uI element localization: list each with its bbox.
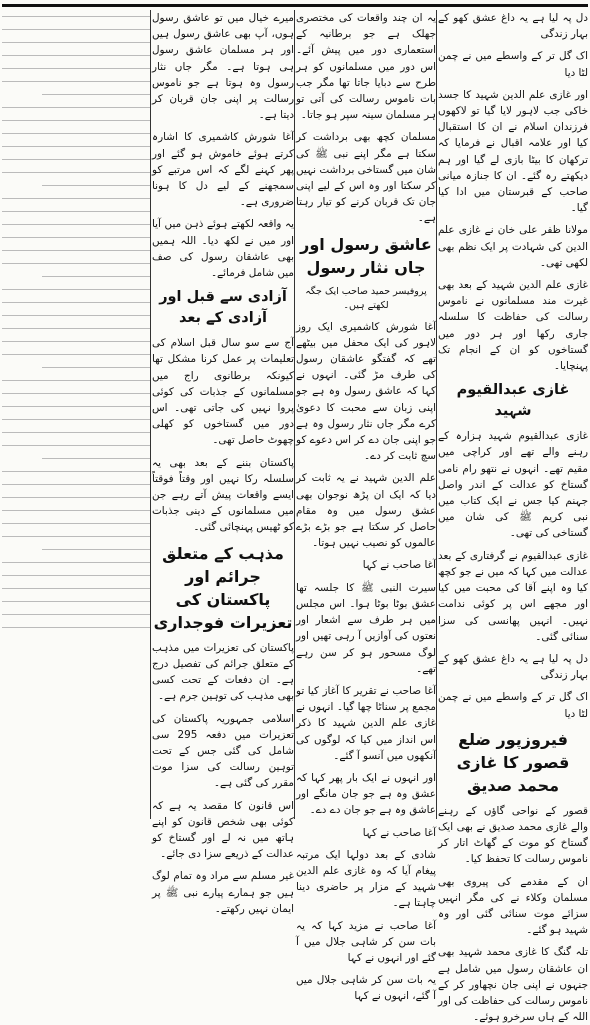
- poem-line: اک گل تر کے واسطے میں نے چمن لٹا دیا: [438, 691, 588, 720]
- text-line-placeholder: [2, 140, 150, 147]
- column-4: [2, 10, 150, 818]
- column-2: [296, 10, 436, 1003]
- text-line-placeholder: [2, 23, 150, 30]
- article-paragraph: آغا صاحب نے کہا: [362, 826, 436, 839]
- article-paragraph: آغا صاحب نے تقریر کا آغاز کیا تو مجمع پر سناٹا چھا گیا۔ انہوں نے غازی علم الدین شہید کا ذکر اس انداز میں کیا کہ لوگوں کی آنکھوں میں آنسو آ گئے۔: [296, 684, 436, 762]
- text-line-placeholder: [2, 608, 150, 615]
- section-heading: فیروزپور ضلع قصور کا غازی محمد صدیق: [456, 729, 570, 795]
- article-paragraph: آغا شورش کاشمیری کا اشارہ کرتے ہوئے خاموش ہو گئے اور پھر کہنے لگے کہ اس مرتبے کو سمجھنے کے لیے دل کا ہونا ضروری ہے۔: [152, 131, 294, 209]
- text-line-placeholder: [2, 114, 150, 121]
- text-line-placeholder: [42, 179, 150, 186]
- text-line-placeholder: [2, 439, 150, 446]
- text-line-placeholder: [2, 101, 150, 108]
- poem-line: دل پہ لیا ہے یہ داغ عشق کھو کے بہار زندگی: [438, 12, 588, 41]
- column-divider: [150, 10, 151, 819]
- article-paragraph: آغا صاحب نے مزید کہا کہ یہ بات سن کر شاہی جلال میں آ گئے اور انہوں نے کہا: [296, 919, 436, 964]
- text-line-placeholder: [2, 127, 150, 134]
- article-paragraph: اور غازی علم الدین شہید کا جسد خاکی جب لاہور لایا گیا تو لاکھوں فرزندان اسلام نے ان کا استقبال کیا اور علامہ اقبال نے فرمایا کہ ترکھان کا بیٹا بازی لے گیا اور ہم دیکھتے رہ گئے۔ ان کا جنازہ میانی صاحب کے قبرستان میں ادا کیا گیا۔: [438, 88, 588, 215]
- text-line-placeholder: [2, 244, 150, 251]
- text-line-placeholder: [2, 387, 150, 394]
- article-paragraph: غازی عبدالقیوم شہید ہزارہ کے رہنے والے تھے اور کراچی میں مقیم تھے۔ انہوں نے نتھو رام نامی گستاخ کو عدالت کے اندر واصل جہنم کیا جس نے ایک کتاب میں نبی کریم ﷺ کی شان میں گستاخی کی تھی۔: [438, 430, 588, 540]
- article-paragraph: مولانا ظفر علی خان نے غازی علم الدین کی شہادت پر ایک نظم بھی لکھی تھی۔: [438, 224, 588, 269]
- column-1: [438, 10, 588, 1024]
- text-line-placeholder: [2, 75, 150, 82]
- article-paragraph: علم الدین شہید نے یہ ثابت کر دیا کہ ایک ان پڑھ نوجوان بھی عشق رسول میں وہ مقام حاصل کر سکتا ہے جو بڑے بڑے عالموں کو نصیب نہیں ہوتا۔: [296, 472, 436, 550]
- article-paragraph: تلہ گنگ کا غازی محمد شہید بھی ان عاشقان رسول میں شامل ہے جنہوں نے اپنی جان نچھاور کر کے ناموس رسالت کی حفاظت کی اور اللہ کے ہاں سرخرو ہوئے۔: [438, 946, 588, 1024]
- text-line-placeholder: [42, 270, 150, 277]
- article-paragraph: مسلمان کچھ بھی برداشت کر سکتا ہے مگر اپنے نبی ﷺ کی شان میں گستاخی برداشت نہیں کر سکتا اور وہ اس کے لیے اپنی جان تک قربان کرنے کو تیار رہتا ہے۔: [296, 131, 436, 225]
- column-divider: [294, 10, 295, 819]
- text-line-placeholder: [2, 348, 150, 355]
- article-paragraph: سیرت النبی ﷺ کا جلسہ تھا عشق بوٹا بوٹا ہوا۔ اس مجلس میں ہر طرف سے اشعار اور نعتوں کی آوازیں آ رہی تھیں اور لوگ مسحور ہو کر سن رہے تھے۔: [296, 581, 436, 675]
- text-line-placeholder: [2, 465, 150, 472]
- text-line-placeholder: [2, 400, 150, 407]
- text-line-placeholder: [2, 62, 150, 69]
- poem-line: اک گل تر کے واسطے میں نے چمن لٹا دیا: [438, 50, 588, 79]
- byline: پروفیسر حمید صاحب ایک جگہ لکھتے ہیں۔: [305, 285, 427, 311]
- article-paragraph: قصور کے نواحی گاؤں کے رہنے والے غازی محمد صدیق نے بھی ایک گستاخ کو موت کے گھاٹ اتار کر ناموس رسالت کا تحفظ کیا۔: [438, 804, 588, 866]
- text-line-placeholder: [2, 504, 150, 511]
- text-line-placeholder: [2, 283, 150, 290]
- section-heading: آزادی سے قبل اور آزادی کے بعد: [159, 289, 287, 327]
- text-line-placeholder: [2, 10, 150, 17]
- top-rule: [2, 4, 588, 7]
- text-line-placeholder: [2, 569, 150, 576]
- text-line-placeholder: [2, 218, 150, 225]
- text-line-placeholder: [42, 88, 150, 95]
- article-paragraph: غیر مسلم سے مراد وہ تمام لوگ ہیں جو ہمارے پیارے نبی ﷺ پر ایمان نہیں رکھتے۔: [152, 870, 294, 915]
- text-line-placeholder: [2, 595, 150, 602]
- article-paragraph: یہ واقعہ لکھتے ہوئے ذہن میں آیا اور میں نے لکھ دیا۔ اللہ ہمیں بھی عاشقان رسول کی صف میں شامل فرمائے۔: [152, 218, 294, 280]
- article-paragraph: آغا صاحب نے کہا: [362, 559, 436, 572]
- column-3: [152, 10, 295, 915]
- article-heading: عاشق رسول اور جاں نثار رسول: [300, 234, 432, 277]
- text-line-placeholder: [2, 36, 150, 43]
- article-paragraph: میرے خیال میں تو عاشق رسول ہوں، آپ بھی عاشق رسول ہیں اور ہر مسلمان عاشق رسول ہی ہوتا ہے۔ مگر جاں نثار رسول وہ ہوتا ہے جو ناموس رسالت پر اپنی جان قربان کر دیتا ہے۔: [152, 12, 294, 122]
- article-paragraph: آغا شورش کاشمیری ایک روز لاہور کی ایک محفل میں بیٹھے تھے کہ گفتگو عاشقان رسول کی طرف مڑ گئی۔ انہوں نے کہا کہ عاشق رسول وہ ہے جو اپنی زبان سے محبت کا دعویٰ کرے مگر جاں نثار رسول وہ ہے جو اپنی جان دے کر اس دعوے کو سچ ثابت کر دے۔: [296, 320, 436, 463]
- text-line-placeholder: [2, 296, 150, 303]
- article-paragraph: اور انہوں نے ایک بار پھر کہا کہ عشق وہ ہے جو جان مانگے اور عاشق وہ ہے جو جان دے دے۔: [296, 771, 436, 817]
- text-line-placeholder: [2, 530, 150, 537]
- text-line-placeholder: [42, 361, 150, 368]
- article-paragraph: یہ بات سن کر شاہی جلال میں آ گئے، انہوں نے کہا: [296, 974, 436, 1003]
- text-line-placeholder: [2, 413, 150, 420]
- text-line-placeholder: [2, 153, 150, 160]
- article-paragraph: یہ ان چند واقعات کی مختصری جھلک ہے جو برطانیہ کے استعماری دور میں پیش آئے۔ اس دور میں مسلمانوں کو ہر طرح سے دبایا جاتا تھا مگر جب بات ناموس رسالت کی آتی تو ہر مسلمان سینہ سپر ہو جاتا۔: [296, 12, 436, 122]
- text-line-placeholder: [2, 556, 150, 563]
- article-paragraph: پاکستان بننے کے بعد بھی یہ سلسلہ رکا نہیں اور وقتاً فوقتاً ایسے واقعات پیش آتے رہے جن میں مسلمانوں کے دینی جذبات کو ٹھیس پہنچائی گئی۔: [152, 456, 294, 534]
- text-line-placeholder: [2, 335, 150, 342]
- text-line-placeholder: [42, 543, 150, 550]
- text-line-placeholder: [2, 621, 150, 628]
- text-line-placeholder: [2, 517, 150, 524]
- newspaper-page: [2, 0, 588, 1024]
- text-line-placeholder: [2, 231, 150, 238]
- text-line-placeholder: [2, 166, 150, 173]
- text-line-placeholder: [2, 309, 150, 316]
- article-paragraph: غازی علم الدین شہید کے بعد بھی غیرت مند مسلمانوں نے ناموس رسالت کی حفاظت کا سلسلہ جاری رکھا اور ہر دور میں گستاخوں کو ان کے انجام تک پہنچایا۔: [438, 279, 588, 373]
- text-line-placeholder: [2, 49, 150, 56]
- section-heading: غازی عبدالقیوم شہید: [456, 382, 570, 420]
- text-line-placeholder: [2, 192, 150, 199]
- text-line-placeholder: [2, 426, 150, 433]
- article-paragraph: غازی عبدالقیوم نے گرفتاری کے بعد عدالت میں کہا کہ میں نے جو کچھ کیا وہ اپنے آقا کی محبت میں کیا اور مجھے اس پر کوئی ندامت نہیں۔ انہیں پھانسی کی سزا سنائی گئی۔: [438, 549, 588, 643]
- article-paragraph: ان کے مقدمے کی پیروی بھی مسلمان وکلاء نے کی مگر انہیں سزائے موت سنائی گئی اور وہ شہید ہو گئے۔: [438, 875, 588, 937]
- text-line-placeholder: [2, 374, 150, 381]
- text-line-placeholder: [2, 478, 150, 485]
- poem-line: دل پہ لیا ہے یہ داغ عشق کھو کے بہار زندگی: [438, 652, 588, 682]
- section-heading: مذہب کے متعلق جرائم اور پاکستان کی تعزیرات فوجداری: [153, 543, 293, 632]
- text-line-placeholder: [2, 491, 150, 498]
- text-line-placeholder: [42, 452, 150, 459]
- article-paragraph: اس قانون کا مقصد یہ ہے کہ کوئی بھی شخص قانون کو اپنے ہاتھ میں نہ لے اور گستاخ کو عدالت کے ذریعے سزا دی جائے۔: [152, 799, 294, 861]
- text-line-placeholder: [2, 257, 150, 264]
- column-divider: [436, 10, 437, 819]
- text-line-placeholder: [2, 205, 150, 212]
- article-paragraph: آج سے سو سال قبل اسلام کی تعلیمات پر عمل کرنا مشکل تھا کیونکہ برطانوی راج میں مسلمانوں کے جذبات کی کوئی پروا نہیں کی جاتی تھی۔ اس دور میں گستاخوں کو کھلی چھوٹ حاصل تھی۔: [152, 337, 294, 447]
- article-paragraph: شادی کے بعد دولہا ایک مرتبہ پیغام آیا کہ وہ غازی علم الدین شہید کے مزار پر حاضری دینا چاہتا ہے۔: [296, 848, 436, 910]
- article-paragraph: اسلامی جمہوریہ پاکستان کی تعزیرات میں دفعہ 295 سی شامل کی گئی جس کے تحت توہین رسالت کی سزا موت مقرر کی گئی ہے۔: [152, 712, 295, 790]
- text-line-placeholder: [2, 582, 150, 589]
- text-line-placeholder: [2, 322, 150, 329]
- article-paragraph: پاکستان کی تعزیرات میں مذہب کے متعلق جرائم کی تفصیل درج ہے۔ ان دفعات کے تحت کسی بھی مذہب کی توہین جرم ہے۔: [152, 641, 294, 703]
